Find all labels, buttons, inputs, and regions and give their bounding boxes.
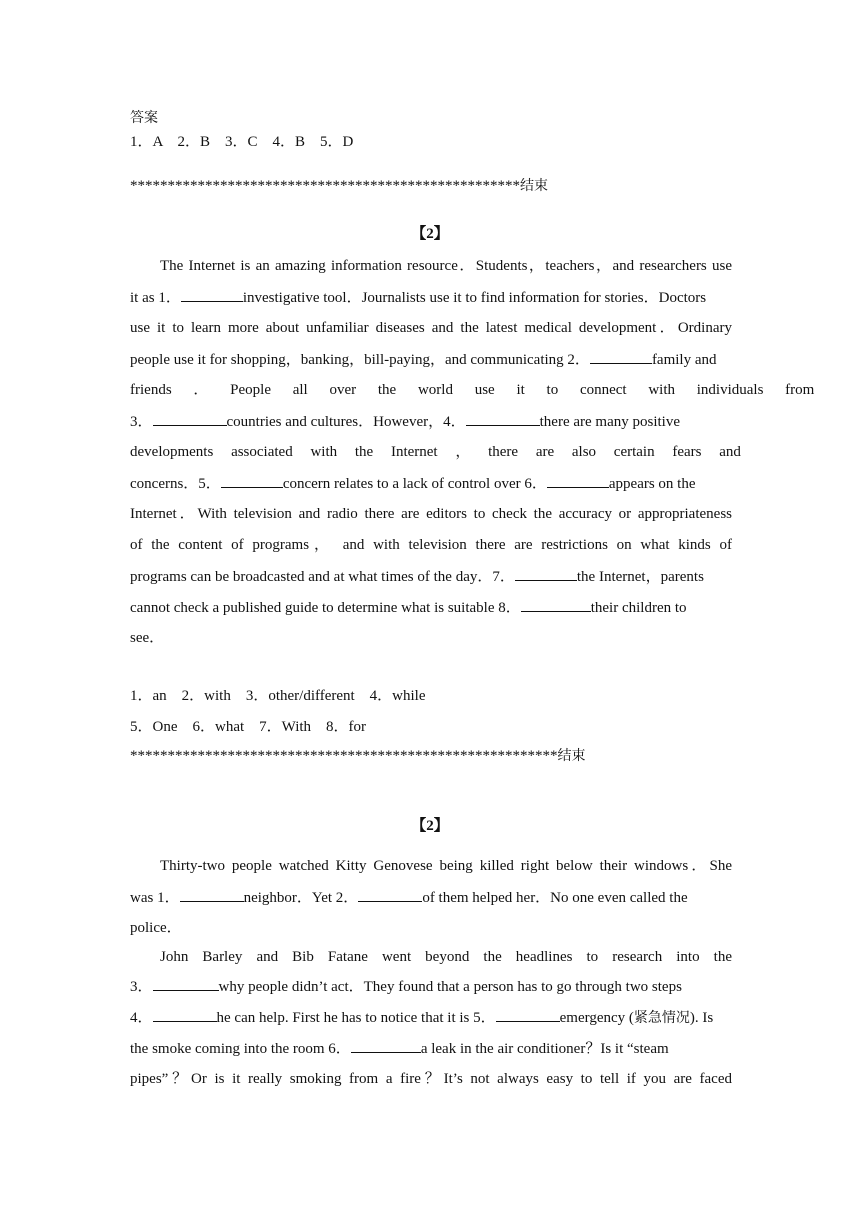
answer-blank[interactable] bbox=[351, 1038, 421, 1053]
passage-line: John Barley and Bib Fatane went beyond the headlines to research into the bbox=[160, 949, 732, 965]
passage-line: The Internet is an amazing information resource．Students，teachers，and researchers use bbox=[160, 258, 732, 274]
passage-line: police． bbox=[130, 920, 182, 936]
answer-blank[interactable] bbox=[153, 1007, 217, 1022]
answer-list: 1．A 2．B 3．C 4．B 5．D bbox=[130, 134, 354, 150]
passage-line: concerns．5． concern relates to a lack of control over 6． appears on the bbox=[130, 473, 696, 494]
passage-line: Internet．With television and radio there are editors to check the accuracy or appropriateness bbox=[130, 506, 732, 522]
answer-blank[interactable] bbox=[515, 566, 577, 581]
passage-line: developments associated with the Internet ， there are also certain fears and bbox=[130, 444, 741, 460]
answer-blank[interactable] bbox=[153, 411, 227, 426]
answer-list: 5．One 6．what 7．With 8．for bbox=[130, 719, 367, 735]
passage-line: friends ． People all over the world use it to connect with individuals from bbox=[130, 382, 815, 398]
passage-line: it as 1． investigative tool．Journalists use it to find information for stories．Doctors bbox=[130, 287, 706, 308]
passage-line: 3． countries and cultures．However，4． there are many positive bbox=[130, 411, 680, 432]
passage-line: of the content of programs， and with television there are restrictions on what kinds of bbox=[130, 537, 732, 553]
separator-end-1: ****************************************************结束 bbox=[130, 178, 548, 194]
answer-blank[interactable] bbox=[221, 473, 283, 488]
passage-heading: 【2】 bbox=[411, 226, 449, 242]
answer-list: 1．an 2．with 3．other/different 4．while bbox=[130, 688, 426, 704]
passage-line: was 1． neighbor．Yet 2． of them helped her．No one even called the bbox=[130, 887, 688, 908]
answer-blank[interactable] bbox=[496, 1007, 560, 1022]
answer-blank[interactable] bbox=[358, 887, 422, 902]
passage-line: the smoke coming into the room 6． a leak in the air conditioner？Is it “steam bbox=[130, 1038, 669, 1059]
answer-blank[interactable] bbox=[153, 976, 219, 991]
passage-line: pipes”？Or is it really smoking from a fire？It’s not always easy to tell if you are faced bbox=[130, 1071, 732, 1087]
passage-line: programs can be broadcasted and at what times of the day．7． the Internet，parents bbox=[130, 566, 704, 587]
answer-blank[interactable] bbox=[547, 473, 609, 488]
passage-line: people use it for shopping，banking，bill-paying，and communicating 2． family and bbox=[130, 349, 717, 370]
passage-line: Thirty-two people watched Kitty Genovese being killed right below their windows．She bbox=[160, 858, 732, 874]
separator-end-2: *********************************************************结束 bbox=[130, 748, 586, 764]
passage-line: see． bbox=[130, 630, 165, 646]
passage-line: 3． why people didn’t act．They found that a person has to go through two steps bbox=[130, 976, 682, 997]
passage-line: 4． he can help. First he has to notice that it is 5． emergency (紧急情况). Is bbox=[130, 1007, 713, 1028]
answer-blank[interactable] bbox=[181, 287, 243, 302]
answer-blank[interactable] bbox=[466, 411, 540, 426]
passage-heading: 【2】 bbox=[411, 818, 449, 834]
passage-line: cannot check a published guide to determine what is suitable 8． their children to bbox=[130, 597, 687, 618]
answer-blank[interactable] bbox=[521, 597, 591, 612]
answer-title: 答案 bbox=[130, 110, 158, 126]
answer-blank[interactable] bbox=[180, 887, 244, 902]
answer-blank[interactable] bbox=[590, 349, 652, 364]
passage-line: use it to learn more about unfamiliar diseases and the latest medical development．Ordinary bbox=[130, 320, 732, 336]
